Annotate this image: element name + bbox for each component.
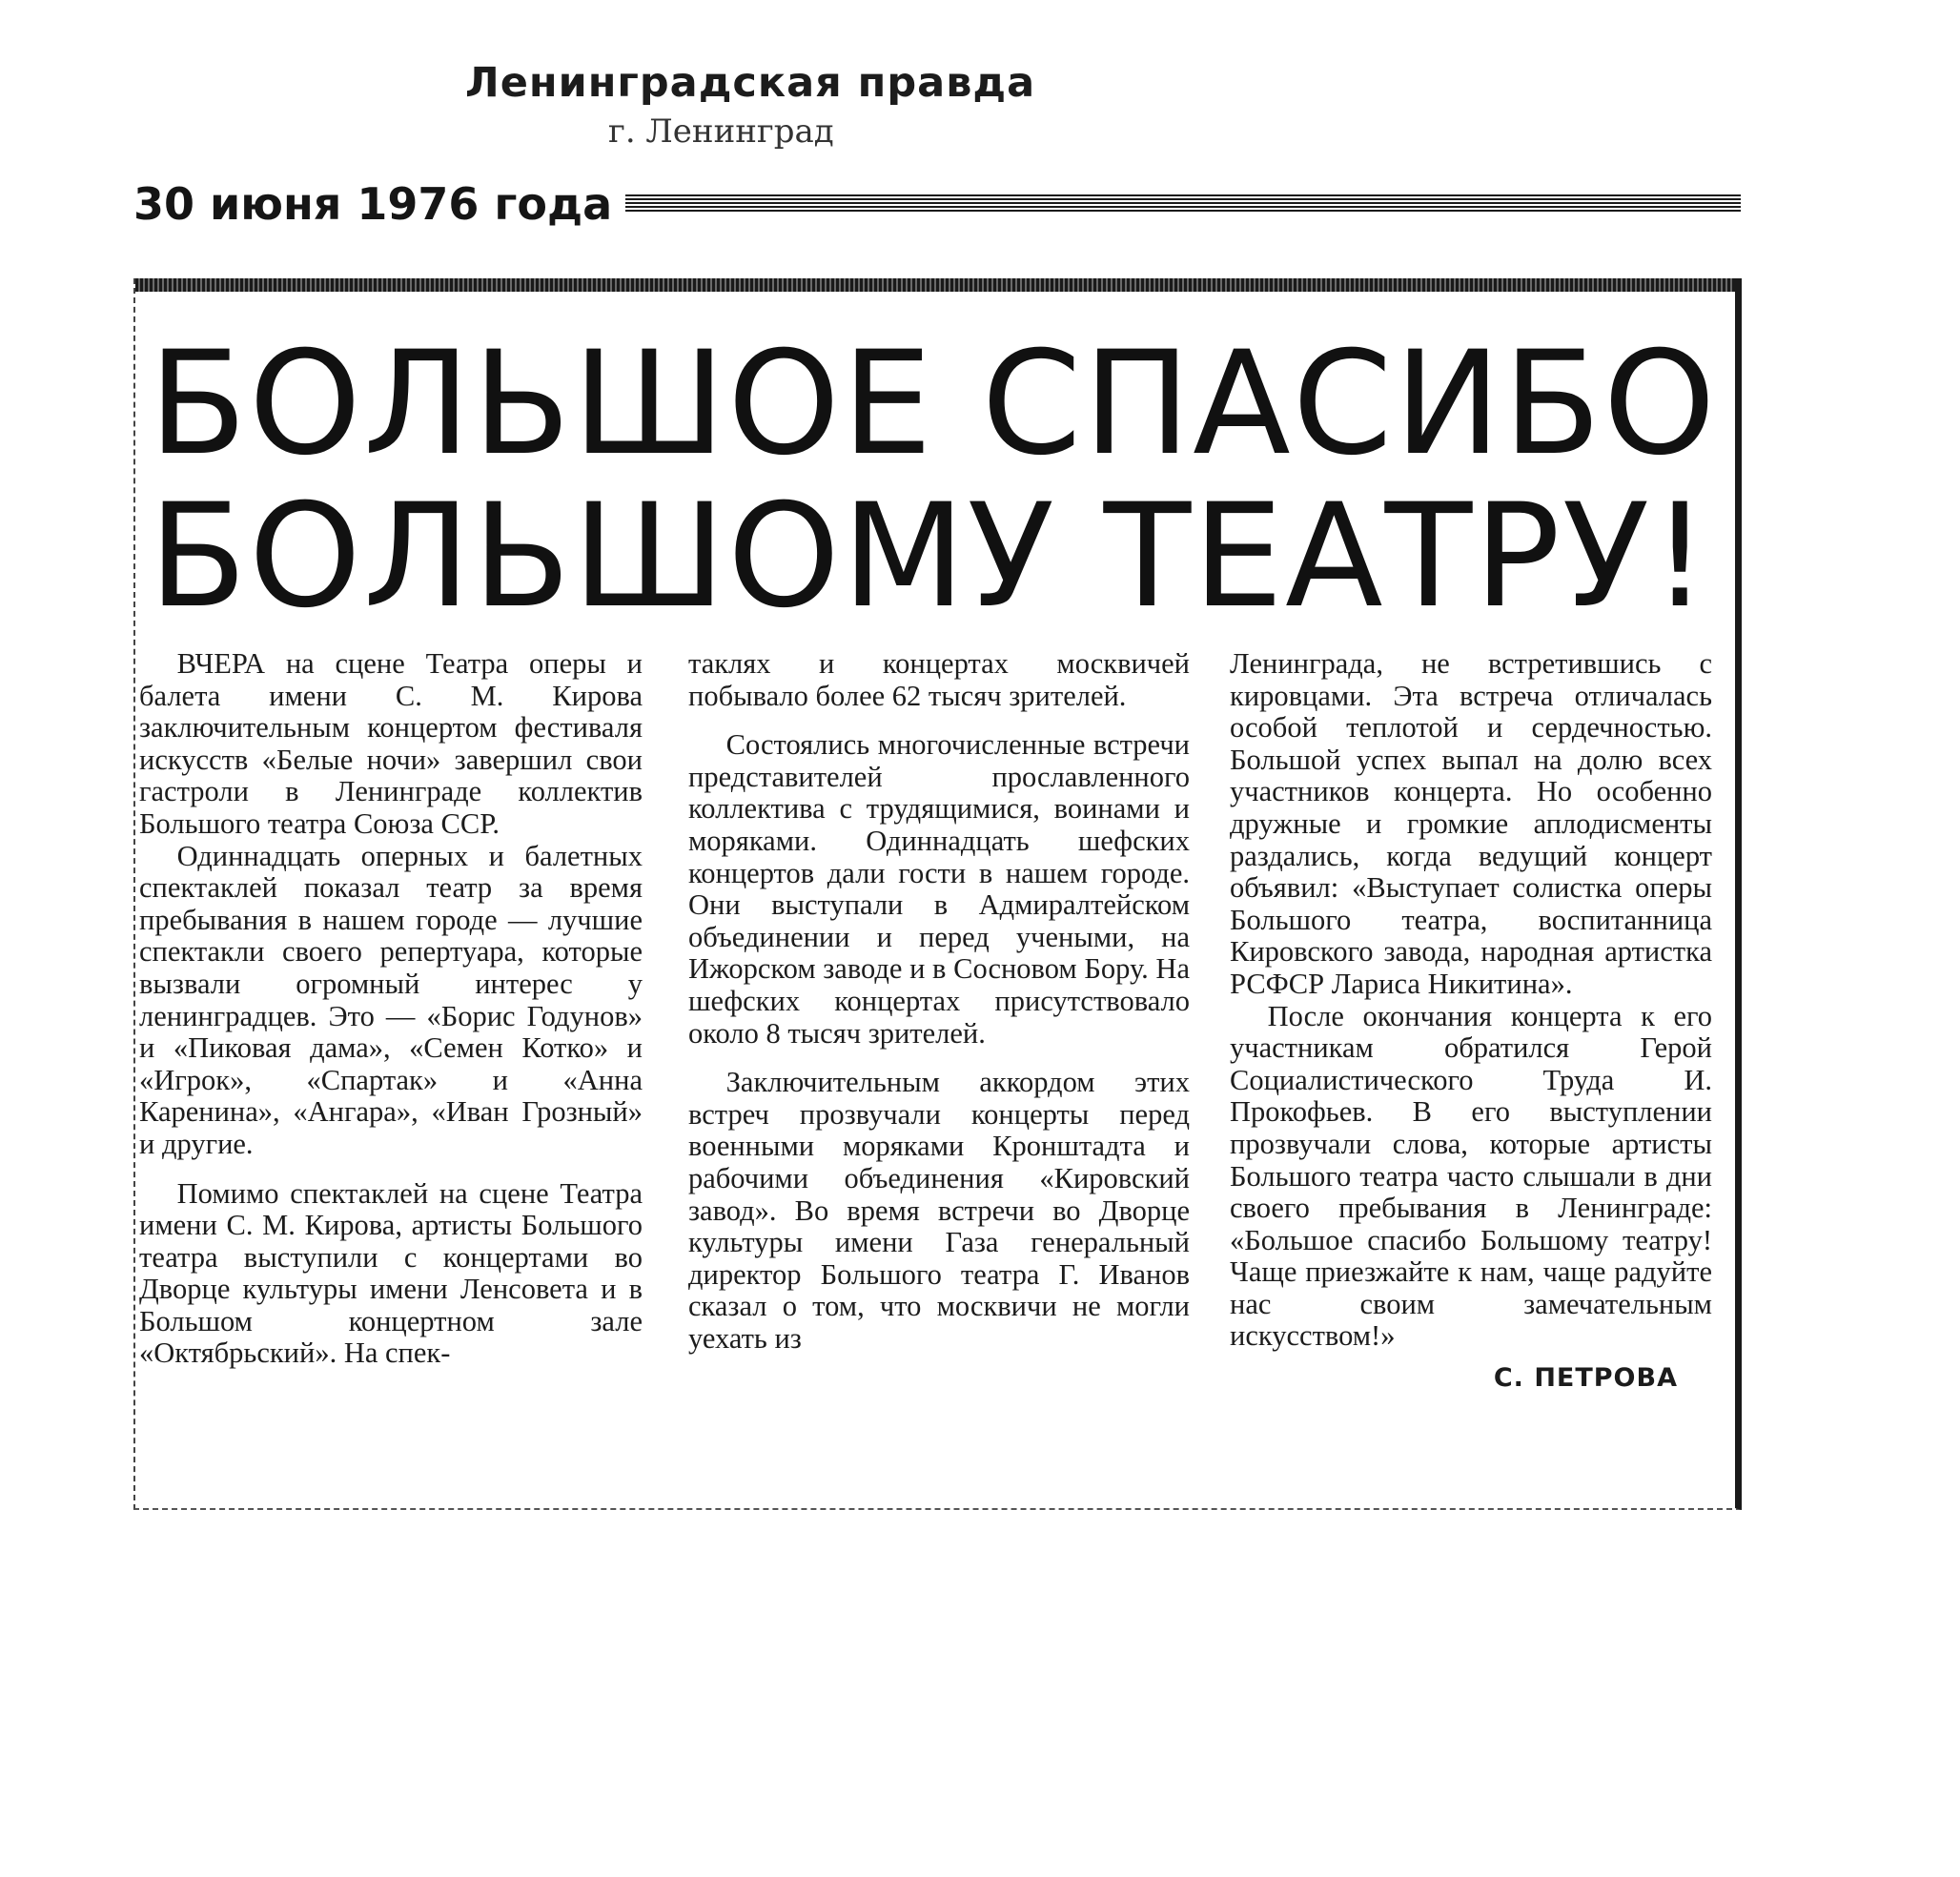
newspaper-city: г. Ленинград [608, 112, 834, 151]
article-column-1 [139, 648, 643, 1370]
dateline [133, 177, 1741, 231]
newspaper-name: Ленинградская правда [465, 59, 1036, 107]
article-clipping [133, 278, 1742, 1510]
paragraph: Заключительным аккордом этих встреч прозвучали концерты перед военными моряками Кронштадта и рабочими объединения «Кировский завод». Во время встречи во Дворце культуры имени Газа генеральный директор Большого театра Г. Иванов сказал о том, что москвичи не могли уехать из [688, 1066, 1190, 1355]
headline [149, 321, 1722, 640]
article-column-3 [1230, 648, 1712, 1395]
article-top-rule [135, 278, 1735, 292]
paragraph: Помимо спектаклей на сцене Театра имени С. М. Кирова, артисты Большого театра выступили с концертами во Дворце культуры имени Ленсовета и в Большом концертном зале «Октябрьский». На спек- [139, 1176, 643, 1370]
headline-line-1: БОЛЬШОЕ СПАСИБО [149, 321, 1718, 487]
paragraph: таклях и концертах москвичей побывало более 62 тысяч зрителей. [688, 647, 1190, 712]
paragraph: Одиннадцать оперных и балетных спектаклей показал театр за время пребывания в нашем городе — лучшие спектакли своего репертуара, которые вызвали огромный интерес у ленинградцев. Это — «Борис Годунов» и «Пиковая дама», «Семен Котко» и «Игрок», «Спартак» и «Анна Каренина», «Ангара», «Иван Грозный» и другие. [139, 839, 643, 1160]
newspaper-stamp [465, 59, 1037, 151]
headline-line-2: БОЛЬШОМУ ТЕАТРУ! [149, 474, 1711, 640]
paragraph: Состоялись многочисленные встречи представителей прославленного коллектива с трудящимися, воинами и моряками. Одиннадцать шефских концертов дали гости в нашем городе. Они выступали в Адмиралтейском объединении и перед учеными, на Ижорском заводе и в Сосновом Бору. На шефских концертах присутствовало около 8 тысяч зрителей. [688, 728, 1190, 1050]
publication-date: 30 июня 1976 года [133, 178, 613, 230]
paragraph: Ленинграда, не встретившись с кировцами. Эта встреча отличалась особой теплотой и сердечностью. Большой успех выпал на долю всех участников концерта. Но особенно дружные и громкие аплодисменты раздались, когда ведущий концерт объявил: «Выступает солистка оперы Большого театра, воспитанница Кировского завода, народная артистка РСФСР Лариса Никитина». [1230, 647, 1712, 1000]
date-rule-divider [625, 194, 1741, 214]
author-signature: С. ПЕТРОВА [1493, 1363, 1678, 1394]
paragraph: ВЧЕРА на сцене Театра оперы и балета имени С. М. Кирова заключительным концертом фестиваля искусств «Белые ночи» завершил свои гастроли в Ленинграде коллектив Большого театра Союза ССР. [139, 647, 643, 840]
paragraph: После окончания концерта к его участникам обратился Герой Социалистического Труда И. Прокофьев. В его выступлении прозвучали слова, которые артисты Большого театра часто слышали в дни своего пребывания в Ленинграде: «Большое спасибо Большому театру! Чаще приезжайте к нам, чаще радуйте нас своим замечательным искусством!» [1230, 999, 1712, 1353]
article-column-2 [688, 648, 1190, 1355]
